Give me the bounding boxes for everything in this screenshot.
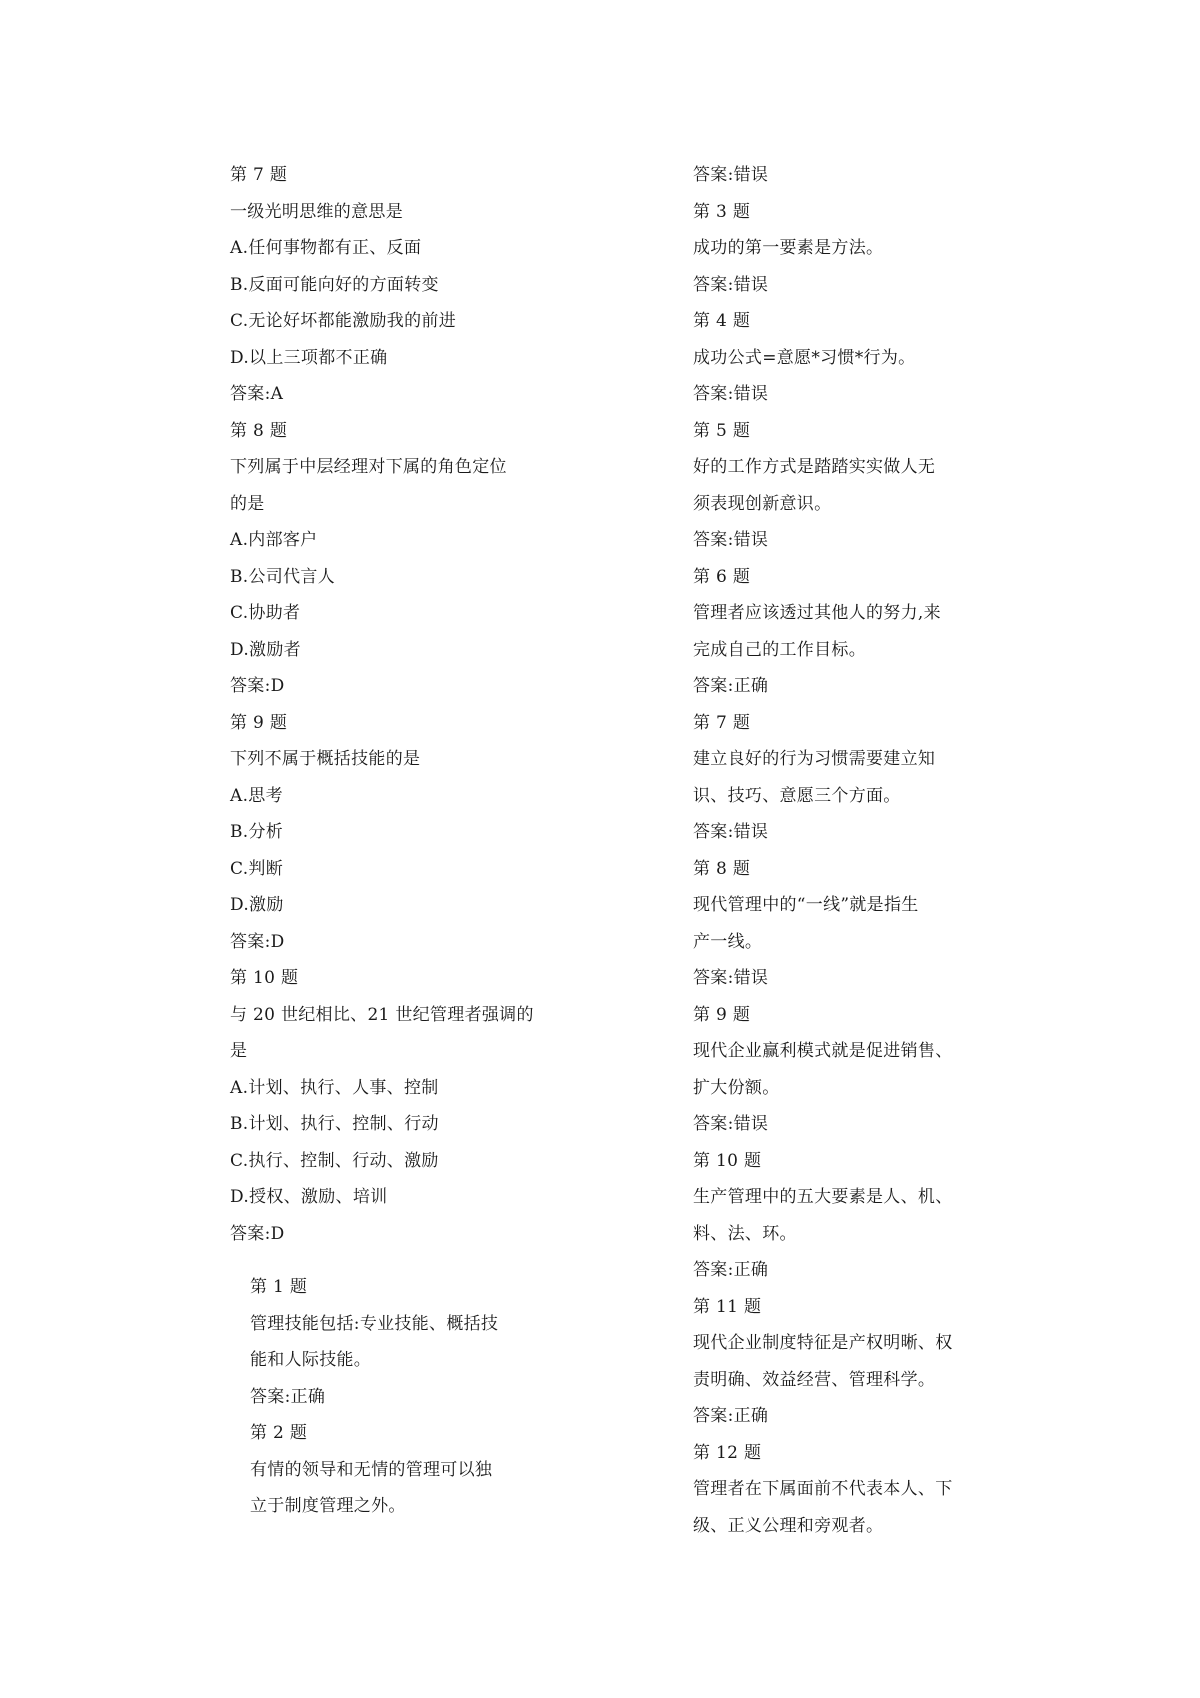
question-text: 的是 <box>230 493 265 514</box>
answer-line: 答案:正确 <box>693 1260 769 1280</box>
question-text: 料、法、环。 <box>693 1223 797 1244</box>
question-heading: 第 4 题 <box>693 311 751 331</box>
section-gap <box>230 1252 550 1269</box>
option-c: C.执行、控制、行动、激励 <box>230 1150 439 1171</box>
question-text: 管理者应该透过其他人的努力,来 <box>693 603 941 623</box>
answer-line: 答案:D <box>230 676 285 696</box>
question-heading: 第 9 题 <box>230 712 288 733</box>
answer-line: 答案:错误 <box>693 822 769 842</box>
option-a: A.内部客户 <box>230 530 318 550</box>
question-heading: 第 8 题 <box>693 858 751 879</box>
question-text: 是 <box>230 1041 248 1061</box>
question-text: 下列不属于概括技能的是 <box>230 749 421 769</box>
question-text: 立于制度管理之外。 <box>250 1496 406 1516</box>
question-text: 建立良好的行为习惯需要建立知 <box>693 749 936 769</box>
option-d: D.激励者 <box>230 639 301 660</box>
question-heading: 第 12 题 <box>693 1442 762 1463</box>
answer-line: 答案:错误 <box>693 274 769 295</box>
question-heading: 第 7 题 <box>693 712 751 733</box>
question-text: 须表现创新意识。 <box>693 493 832 514</box>
question-heading: 第 10 题 <box>230 968 299 988</box>
question-heading: 第 9 题 <box>693 1004 751 1025</box>
question-text: 责明确、效益经营、管理科学。 <box>693 1369 936 1390</box>
answer-line: 答案:正确 <box>250 1386 326 1407</box>
question-text: 管理者在下属面前不代表本人、下 <box>693 1479 953 1499</box>
option-a: A.任何事物都有正、反面 <box>230 238 422 258</box>
option-b: B.反面可能向好的方面转变 <box>230 274 439 295</box>
option-a: A.计划、执行、人事、控制 <box>230 1077 439 1098</box>
question-text: 现代企业赢利模式就是促进销售、 <box>693 1041 953 1061</box>
question-text: 成功的第一要素是方法。 <box>693 238 884 258</box>
answer-line: 答案:错误 <box>693 384 769 404</box>
option-d: D.授权、激励、培训 <box>230 1187 388 1207</box>
question-text: 下列属于中层经理对下属的角色定位 <box>230 457 507 477</box>
question-text: 级、正义公理和旁观者。 <box>693 1515 884 1536</box>
option-d: D.激励 <box>230 895 284 915</box>
answer-line: 答案:D <box>230 1223 285 1244</box>
option-a: A.思考 <box>230 785 283 806</box>
question-heading: 第 11 题 <box>693 1296 762 1317</box>
question-heading: 第 10 题 <box>693 1150 762 1171</box>
question-text: 好的工作方式是踏踏实实做人无 <box>693 457 936 477</box>
answer-line: 答案:正确 <box>693 1406 769 1426</box>
answer-line: 答案:正确 <box>693 676 769 696</box>
question-text: 有情的领导和无情的管理可以独 <box>250 1459 493 1480</box>
question-text: 识、技巧、意愿三个方面。 <box>693 785 901 806</box>
question-heading: 第 7 题 <box>230 165 288 185</box>
option-b: B.公司代言人 <box>230 566 335 587</box>
option-d: D.以上三项都不正确 <box>230 347 388 368</box>
answer-line: 答案:错误 <box>693 968 769 988</box>
question-text: 完成自己的工作目标。 <box>693 639 866 660</box>
left-column <box>230 157 550 1525</box>
answer-line: 答案:A <box>230 384 284 404</box>
question-heading: 第 3 题 <box>693 201 751 222</box>
right-column <box>693 157 993 1544</box>
question-text: 能和人际技能。 <box>250 1350 372 1370</box>
question-text: 扩大份额。 <box>693 1077 780 1098</box>
question-heading: 第 1 题 <box>250 1277 308 1297</box>
question-text: 现代企业制度特征是产权明晰、权 <box>693 1333 953 1353</box>
question-heading: 第 5 题 <box>693 420 751 441</box>
question-heading: 第 2 题 <box>250 1423 308 1443</box>
answer-line: 答案:错误 <box>693 530 769 550</box>
option-b: B.计划、执行、控制、行动 <box>230 1114 439 1134</box>
option-c: C.无论好坏都能激励我的前进 <box>230 311 457 331</box>
question-text: 生产管理中的五大要素是人、机、 <box>693 1187 953 1207</box>
question-heading: 第 6 题 <box>693 566 751 587</box>
question-heading: 第 8 题 <box>230 420 288 441</box>
question-text: 与 20 世纪相比、21 世纪管理者强调的 <box>230 1004 534 1025</box>
answer-line: 答案:错误 <box>693 1114 769 1134</box>
question-text: 产一线。 <box>693 931 763 952</box>
question-text: 管理技能包括:专业技能、概括技 <box>250 1313 499 1334</box>
answer-line: 答案:D <box>230 931 285 952</box>
option-c: C.判断 <box>230 858 284 879</box>
true-false-section <box>230 1269 550 1525</box>
question-text: 成功公式=意愿*习惯*行为。 <box>693 347 916 368</box>
option-b: B.分析 <box>230 822 284 842</box>
option-c: C.协助者 <box>230 603 301 623</box>
question-text: 一级光明思维的意思是 <box>230 201 403 222</box>
answer-line: 答案:错误 <box>693 165 769 185</box>
question-text: 现代管理中的“一线”就是指生 <box>693 895 919 915</box>
